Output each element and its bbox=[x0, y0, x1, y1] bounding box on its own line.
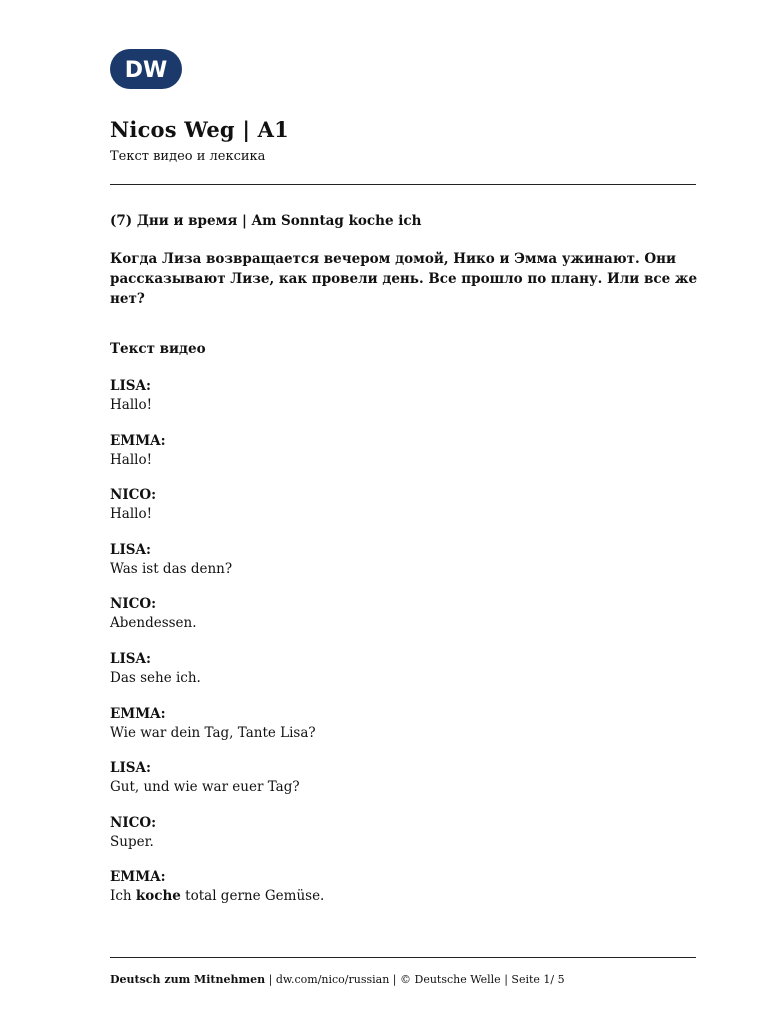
dialogue-turn bbox=[110, 759, 670, 814]
episode-title: (7) Дни и время | Am Sonntag koche ich bbox=[110, 213, 422, 229]
footer-url[interactable]: dw.com/nico/russian bbox=[275, 973, 390, 986]
dialogue-turn bbox=[110, 595, 670, 650]
speaker-name: LISA: bbox=[110, 650, 152, 667]
footer-divider bbox=[110, 957, 696, 958]
page-footer bbox=[110, 973, 565, 986]
dialogue-line: Abendessen. bbox=[110, 615, 197, 632]
dialogue-line: Wie war dein Tag, Tante Lisa? bbox=[110, 724, 316, 741]
speaker-name: EMMA: bbox=[110, 869, 166, 886]
dialogue-turn bbox=[110, 650, 670, 705]
vocabulary-highlight: koche bbox=[135, 888, 181, 905]
speaker-name: EMMA: bbox=[110, 432, 166, 449]
dialogue-line bbox=[110, 887, 670, 906]
episode-intro: Когда Лиза возвращается вечером домой, Нико и Эмма ужинают. Они рассказывают Лизе, как провели день. Все прошло по плану. Или все же нет? bbox=[110, 251, 698, 307]
dialogue-turn bbox=[110, 541, 670, 596]
footer-copyright: © Deutsche Welle bbox=[400, 973, 501, 986]
dialogue-line: Hallo! bbox=[110, 451, 153, 468]
speaker-name: LISA: bbox=[110, 378, 152, 394]
footer-brand: Deutsch zum Mitnehmen bbox=[110, 973, 266, 986]
page-title: Nicos Weg | A1 bbox=[110, 117, 289, 142]
speaker-name: LISA: bbox=[110, 760, 152, 777]
line-text-before: Ich bbox=[110, 888, 132, 905]
footer-separator: | bbox=[389, 973, 400, 986]
dw-logo-icon bbox=[110, 49, 182, 89]
dialogue-line: Super. bbox=[110, 833, 154, 850]
dialogue-turn bbox=[110, 868, 670, 923]
dialogue-line: Hallo! bbox=[110, 506, 153, 523]
header-divider bbox=[110, 184, 696, 185]
line-text-after: total gerne Gemüse. bbox=[185, 888, 325, 905]
speaker-name: EMMA: bbox=[110, 705, 166, 722]
dialogue-turn bbox=[110, 705, 670, 760]
transcript bbox=[110, 377, 670, 923]
dialogue-line: Hallo! bbox=[110, 397, 153, 413]
speaker-name: LISA: bbox=[110, 541, 152, 558]
speaker-name: NICO: bbox=[110, 814, 157, 831]
speaker-name: NICO: bbox=[110, 596, 157, 613]
dialogue-turn bbox=[110, 432, 670, 487]
logo-text: DW bbox=[124, 58, 168, 83]
speaker-name: NICO: bbox=[110, 487, 157, 504]
dialogue-turn bbox=[110, 486, 670, 541]
dialogue-line: Was ist das denn? bbox=[110, 560, 233, 577]
transcript-heading: Текст видео bbox=[110, 341, 206, 357]
dialogue-turn bbox=[110, 814, 670, 869]
dialogue-line: Das sehe ich. bbox=[110, 669, 201, 686]
page-number: Seite 1/ 5 bbox=[511, 973, 565, 986]
dialogue-turn bbox=[110, 377, 670, 432]
footer-separator: | bbox=[265, 973, 276, 986]
dialogue-line: Gut, und wie war euer Tag? bbox=[110, 779, 300, 796]
page-subtitle: Текст видео и лексика bbox=[110, 149, 266, 164]
footer-separator: | bbox=[500, 973, 512, 986]
